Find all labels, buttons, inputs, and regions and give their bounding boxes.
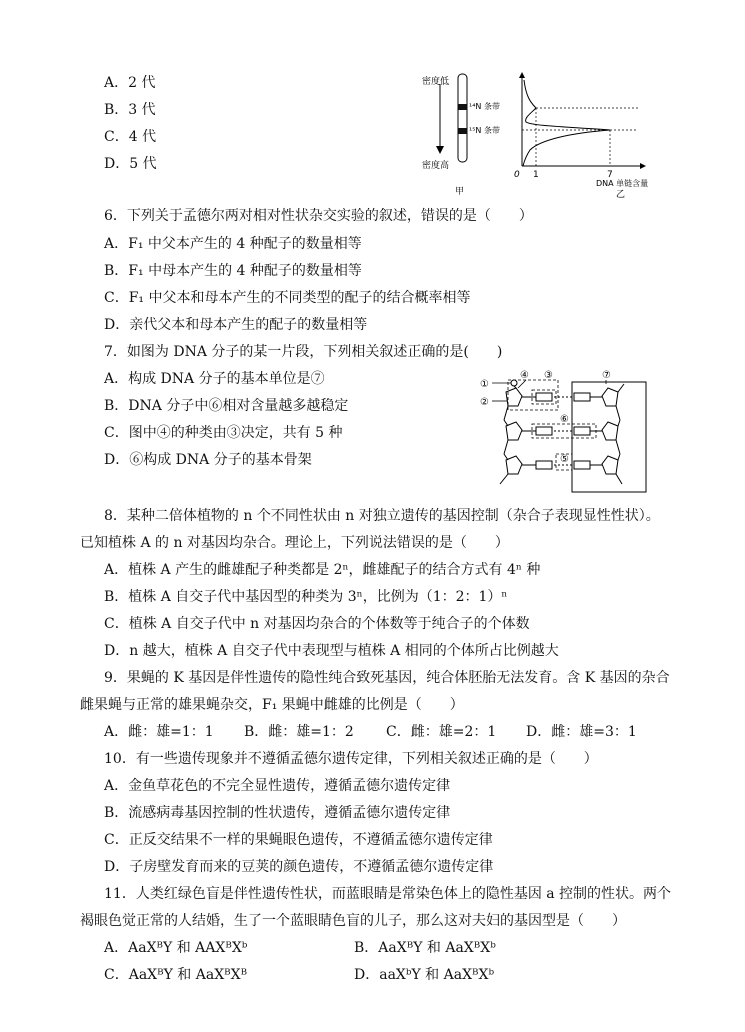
option-a: A．2 代: [104, 75, 156, 91]
q6-option-b: B．F₁ 中母本产生的 4 种配子的数量相等: [104, 263, 362, 279]
q10-option-a: A．金鱼草花色的不完全显性遗传，遵循孟德尔遗传定律: [104, 778, 451, 794]
option-b: B．3 代: [104, 102, 156, 118]
q11-stem-line1: 11．人类红绿色盲是伴性遗传性状，而蓝眼睛是常染色体上的隐性基因 a 控制的性状。两个: [104, 886, 672, 902]
q6-stem: 6．下列关于孟德尔两对相对性状杂交实验的叙述，错误的是（ ）: [104, 208, 533, 224]
q7-stem: 7．如图为 DNA 分子的某一片段，下列相关叙述正确的是( ): [104, 344, 503, 360]
x-axis-arrow: [640, 163, 646, 169]
y-axis-arrow: [519, 72, 525, 78]
q7-option-d: D．⑥构成 DNA 分子的基本骨架: [104, 452, 312, 468]
right-strand: [602, 384, 624, 484]
tick-1-label: 1: [533, 170, 539, 180]
q11-option-c: C．AaXᴮY 和 AaXᴮXᴮ: [104, 967, 248, 983]
q11-option-b: B．AaXᴮY 和 AaXᴮXᵇ: [354, 940, 496, 956]
q9-stem-line2: 雌果蝇与正常的雄果蝇杂交，F₁ 果蝇中雌雄的比例是（ ）: [80, 697, 464, 713]
q6-option-d: D．亲代父本和母本产生的配子的数量相等: [104, 317, 368, 333]
label-2: ②: [480, 397, 489, 408]
q10-stem: 10．有一些遗传现象并不遵循孟德尔遗传定律，下列相关叙述正确的是（ ）: [104, 751, 598, 767]
label-4: ④: [520, 370, 529, 381]
figure-dna-fragment: [478, 366, 650, 494]
label-6: ⑥: [560, 414, 569, 425]
tube: [458, 74, 467, 162]
q11-stem-line2: 褐眼色觉正常的人结婚，生了一个蓝眼睛色盲的儿子，那么这对夫妇的基因型是（ ）: [80, 913, 626, 929]
option-d: D．5 代: [104, 156, 157, 172]
q6-option-a: A．F₁ 中父本产生的 4 种配子的数量相等: [104, 236, 362, 252]
q10-option-b: B．流感病毒基因控制的性状遗传，遵循孟德尔遗传定律: [104, 805, 451, 821]
q9-option-c: C．雌：雄=2：1: [386, 724, 497, 740]
band-15n: [458, 128, 467, 134]
x-axis-label: DNA 单链含量: [596, 179, 649, 188]
label-5: ⑤: [560, 454, 569, 465]
label-7: ⑦: [602, 370, 611, 381]
tick-7-label: 7: [607, 170, 613, 180]
figure-jia: [420, 70, 515, 198]
band-14n-label: ¹⁴N 条带: [469, 102, 500, 111]
density-arrow-head: [436, 146, 444, 154]
q10-option-d: D．子房壁发育而来的豆荚的颜色遗传，不遵循孟德尔遗传定律: [104, 859, 494, 875]
q10-option-c: C．正反交结果不一样的果蝇眼色遗传，不遵循孟德尔遗传定律: [104, 832, 493, 848]
q11-option-d: D．aaXᵇY 和 AaXᴮXᵇ: [354, 967, 495, 983]
q9-option-b: B．雌：雄=1：2: [244, 724, 354, 740]
low-density-label: 密度低: [422, 77, 450, 87]
q8-option-b: B．植株 A 自交子代中基因型的种类为 3ⁿ，比例为（1：2：1）ⁿ: [104, 589, 508, 605]
q9-stem-line1: 9．果蝇的 K 基因是伴性遗传的隐性纯合致死基因，纯合体胚胎无法发育。含 K 基因的杂合: [104, 670, 670, 686]
fig-jia-caption: 甲: [455, 187, 465, 197]
q8-option-c: C．植株 A 自交子代中 n 对基因均杂合的个体数等于纯合子的个体数: [104, 616, 530, 632]
q8-stem-line2: 已知植株 A 的 n 对基因均杂合。理论上，下列说法错误的是（ ）: [80, 535, 509, 551]
label-3: ③: [544, 370, 553, 381]
q7-option-b: B．DNA 分子中⑥相对含量越多越稳定: [104, 398, 349, 414]
q6-option-c: C．F₁ 中父本和母本产生的不同类型的配子的结合概率相等: [104, 290, 471, 306]
figure-yi: [510, 70, 690, 198]
band-14n: [458, 104, 467, 110]
q9-option-a: A．雌：雄=1：1: [104, 724, 214, 740]
q7-option-c: C．图中④的种类由③决定，共有 5 种: [104, 425, 343, 441]
band-15n-label: ¹⁵N 条带: [469, 126, 500, 135]
high-density-label: 密度高: [422, 161, 450, 171]
origin-label: 0: [514, 170, 520, 180]
q11-option-a: A．AaXᴮY 和 AAXᴮXᵇ: [104, 940, 248, 956]
q8-option-a: A．植株 A 产生的雌雄配子种类都是 2ⁿ，雌雄配子的结合方式有 4ⁿ 种: [104, 562, 541, 578]
q9-option-d: D．雌：雄=3：1: [526, 724, 637, 740]
q8-stem-line1: 8．某种二倍体植物的 n 个不同性状由 n 对独立遗传的基因控制（杂合子表现显性性状）。: [104, 508, 660, 524]
q7-option-a: A．构成 DNA 分子的基本单位是⑦: [104, 371, 325, 387]
fig-yi-caption: 乙: [616, 190, 626, 198]
left-strand: [500, 380, 522, 484]
q8-option-d: D．n 越大，植株 A 自交子代中表现型与植株 A 相同的个体所占比例越大: [104, 643, 559, 659]
option-c: C．4 代: [104, 129, 157, 145]
label-1: ①: [480, 379, 489, 390]
